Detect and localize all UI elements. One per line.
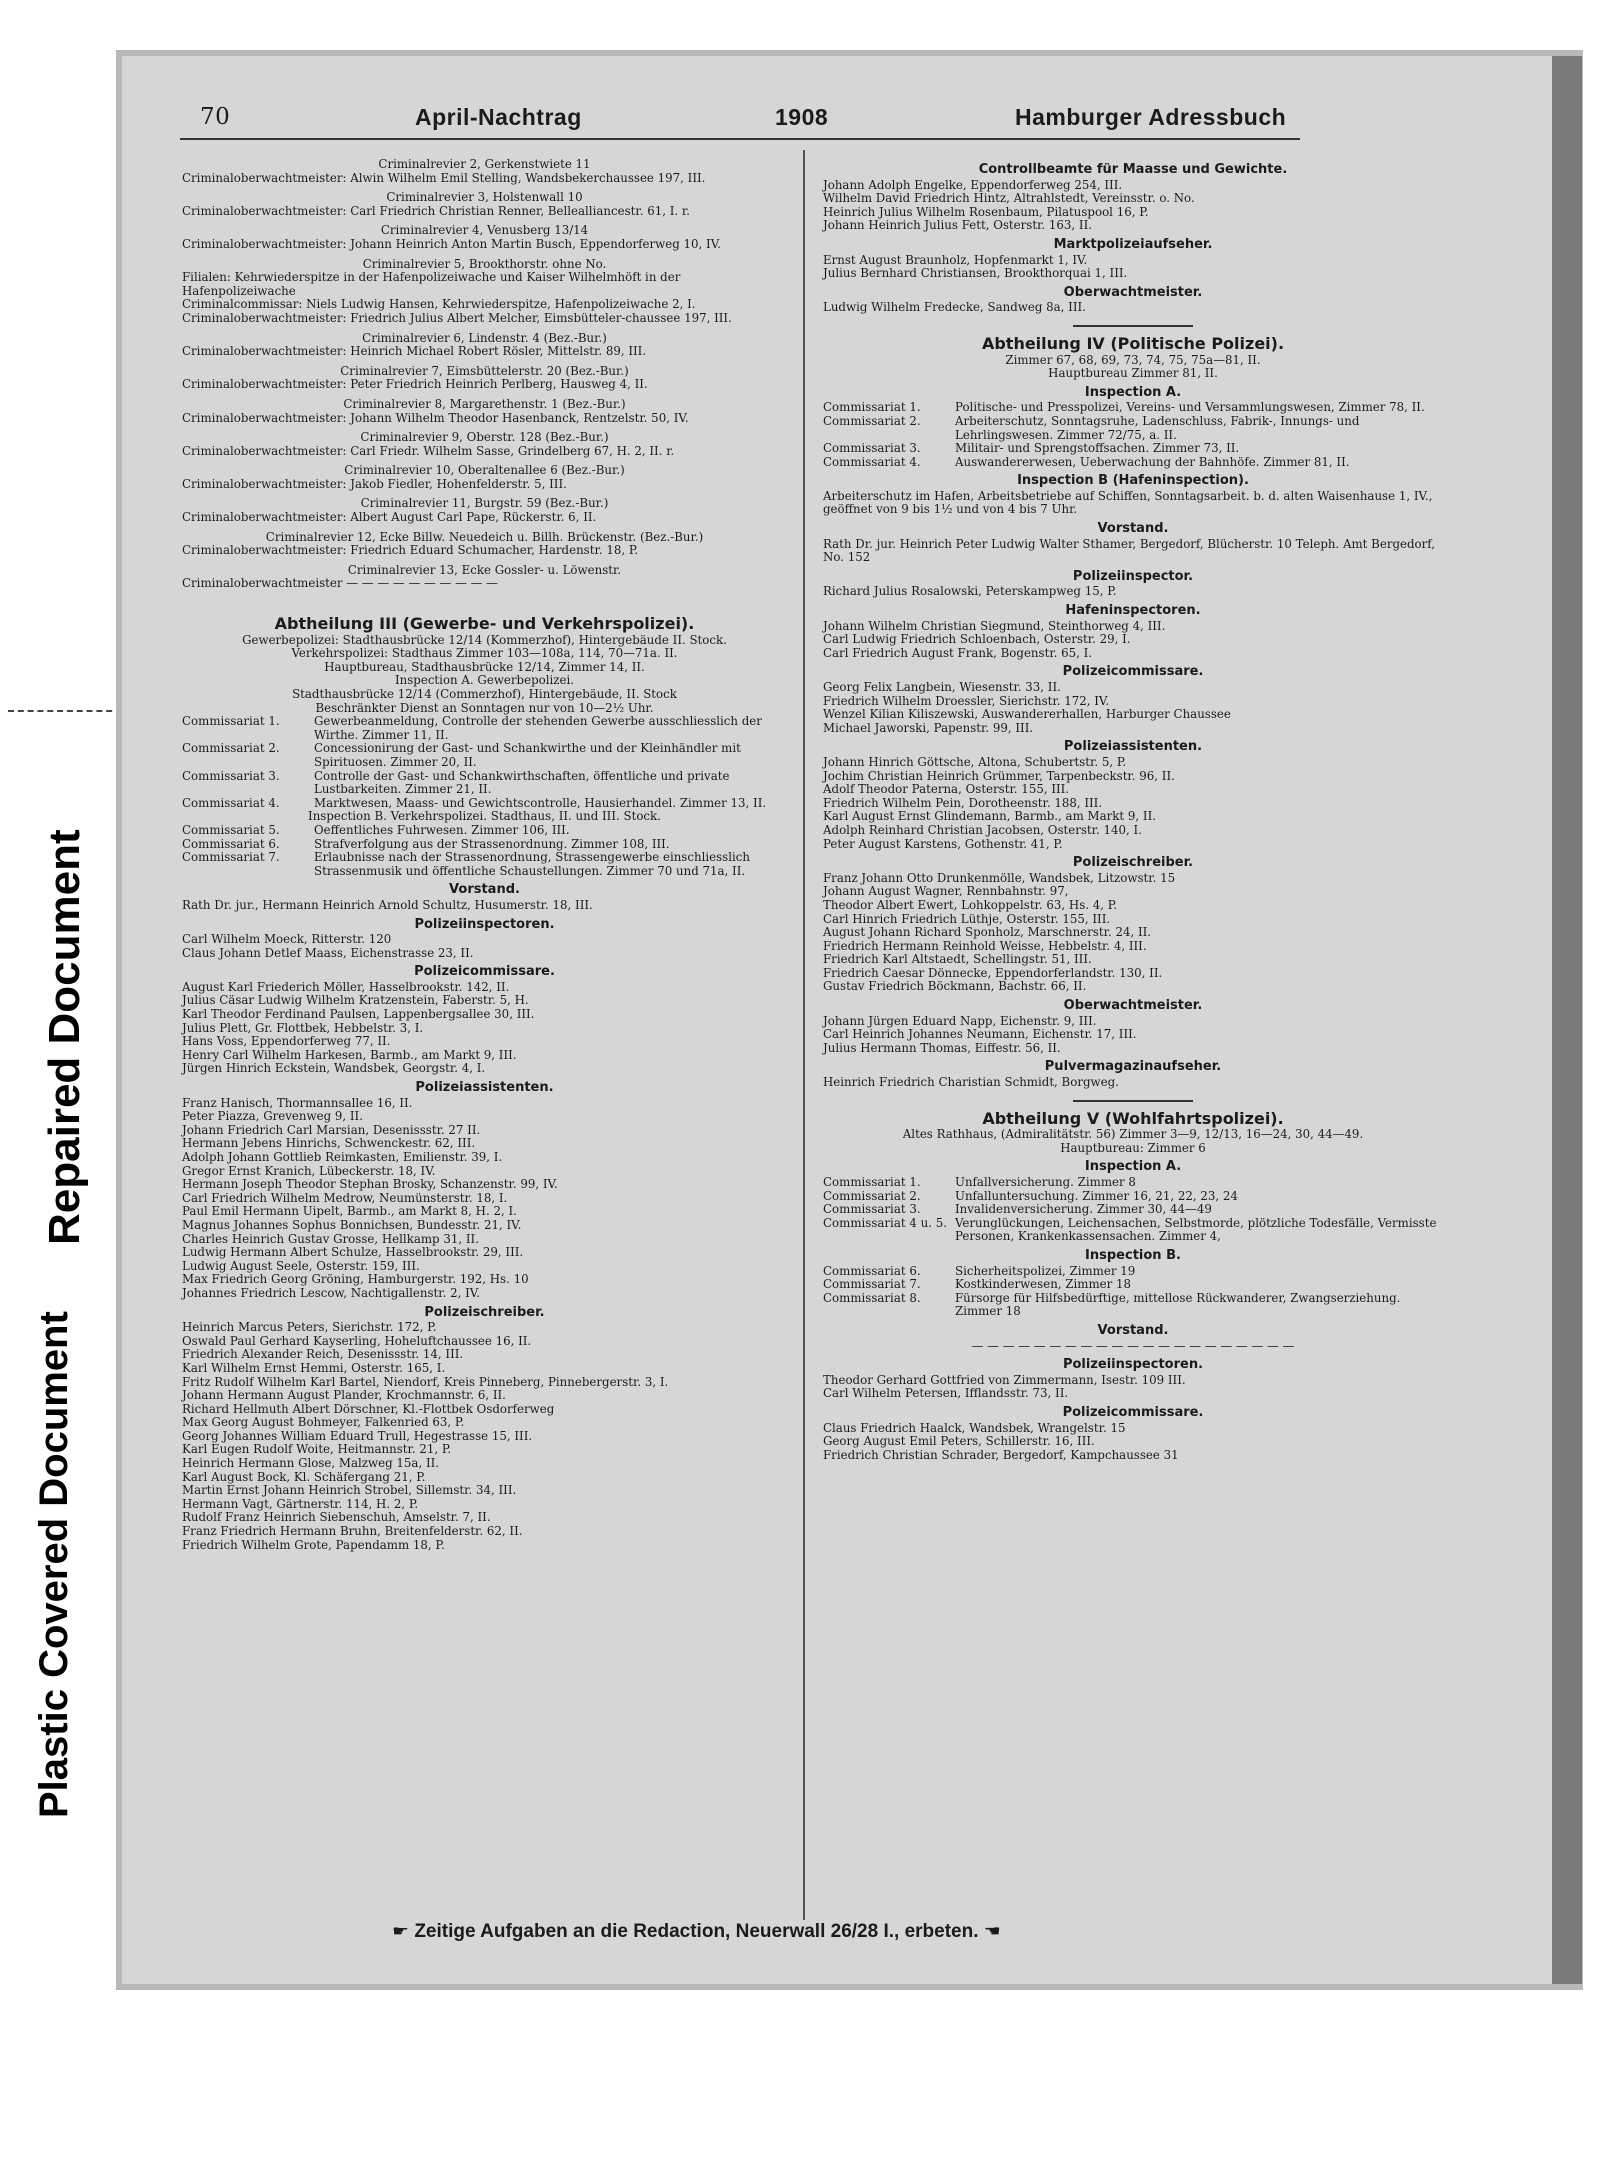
commissariat-desc: Controlle der Gast- und Schankwirthschaften, öffentliche und private Lustbarkeiten. Zimmer 21, II. [314, 768, 730, 797]
person-entry: Henry Carl Wilhelm Harkesen, Barmb., am Markt 9, III. [182, 1047, 517, 1062]
commissariat-label: Commissariat 4. [182, 795, 280, 810]
commissariat-desc: Fürsorge für Hilfsbedürftige, mittellose Rückwanderer, Zwangserziehung. Zimmer 18 [955, 1290, 1401, 1319]
revier-entry: Filialen: Kehrwiederspitze in der Hafenpolizeiwache und Kaiser Wilhelmhöft in der Hafenpolizeiwache [182, 270, 681, 298]
person-entry: Paul Emil Hermann Uipelt, Barmb., am Markt 8, H. 2, I. [182, 1204, 517, 1219]
commissariat-label: Commissariat 8. [823, 1290, 921, 1305]
revier-entry: Criminaloberwachtmeister: Alwin Wilhelm Emil Stelling, Wandsbekerchaussee 197, III. [182, 170, 706, 185]
commissariat-desc: Militair- und Sprengstoffsachen. Zimmer 73, II. [955, 441, 1240, 456]
header-left-title: April-Nachtrag [415, 104, 582, 130]
person-entry: Carl Friedrich August Frank, Bogenstr. 65, I. [823, 645, 1093, 660]
vorstand-entry: — — — — — — — — — — — — — — — — — — — — — [971, 1338, 1295, 1353]
person-entry: Franz Friedrich Hermann Bruhn, Breitenfelderstr. 62, II. [182, 1524, 523, 1539]
repaired-document-label: Repaired Document [40, 829, 89, 1245]
person-entry: Richard Julius Rosalowski, Peterskampweg 15, P. [823, 584, 1117, 599]
person-entry: Karl Eugen Rudolf Woite, Heitmannstr. 21, P. [182, 1442, 452, 1457]
commissariat-desc: Verunglückungen, Leichensachen, Selbstmorde, plötzliche Todesfälle, Vermisste Personen, Krankenkassensachen. Zimmer 4, [955, 1215, 1437, 1244]
section-heading: Polizeischreiber. [1072, 855, 1194, 871]
section-heading: Polizeiinspector. [1072, 568, 1194, 584]
person-entry: Franz Johann Otto Drunkenmölle, Wandsbek, Litzowstr. 15 [823, 870, 1176, 885]
person-entry: Johann Friedrich Carl Marsian, Desenissstr. 27 II. [182, 1122, 481, 1137]
person-entry: Heinrich Hermann Glose, Malzweg 15a, II. [182, 1456, 440, 1471]
revier-entry: Criminaloberwachtmeister: Friedrich Eduard Schumacher, Hardenstr. 18, P. [182, 543, 639, 558]
section-heading: Vorstand. [1097, 521, 1169, 537]
commissariat-list [182, 715, 787, 810]
revier-entry: Criminalcommissar: Niels Ludwig Hansen, Kehrwiederspitze, Hafenpolizeiwache 2, I. [182, 297, 696, 312]
commissariat-label: Commissariat 6. [182, 836, 280, 851]
commissariat-label: Commissariat 2. [823, 413, 921, 428]
section-heading: Inspection A. [1084, 384, 1182, 400]
person-entry: Jürgen Hinrich Eckstein, Wandsbek, Georgstr. 4, I. [182, 1061, 486, 1076]
commissariat-desc: Sicherheitspolizei, Zimmer 19 [955, 1263, 1136, 1278]
commissariat-desc: Concessionirung der Gast- und Schankwirthe und der Kleinhändler mit Spirituosen. Zimmer 20, II. [314, 741, 741, 769]
commissariat-label: Commissariat 4. [823, 454, 921, 469]
commissariat-desc: Invalidenversicherung. Zimmer 30, 44—49 [955, 1202, 1212, 1217]
vorstand-entry: Rath Dr. jur., Hermann Heinrich Arnold Schultz, Husumerstr. 18, III. [182, 897, 593, 912]
revier-title: Criminalrevier 7, Eimsbüttelerstr. 20 (Bez.-Bur.) [340, 363, 629, 378]
section-heading: Polizeiinspectoren. [1062, 1357, 1204, 1373]
person-entry: August Johann Richard Sponholz, Marschnerstr. 24, II. [823, 925, 1152, 940]
commissariat-list [823, 1265, 1443, 1319]
header-rule [180, 138, 1300, 140]
person-entry: Johann August Wagner, Rennbahnstr. 97, [823, 884, 1069, 899]
person-entry: Carl Wilhelm Moeck, Ritterstr. 120 [182, 932, 392, 947]
person-entry: Carl Ludwig Friedrich Schloenbach, Osterstr. 29, I. [823, 632, 1131, 647]
person-entry: Adolf Theodor Paterna, Osterstr. 155, III. [823, 782, 1070, 797]
person-entry: Ludwig Hermann Albert Schulze, Hasselbrookstr. 29, III. [182, 1245, 524, 1260]
person-entry: Rudolf Franz Heinrich Siebenschuh, Amselstr. 7, II. [182, 1510, 491, 1525]
person-entry: Johannes Friedrich Lescow, Nachtigallenstr. 2, IV. [182, 1285, 481, 1300]
section-heading: Polizeicommissare. [1062, 664, 1204, 680]
page-number: 70 [200, 104, 231, 130]
section-heading: Controllbeamte für Maasse und Gewichte. [978, 162, 1288, 177]
commissariat-desc: Gewerbeanmeldung, Controlle der stehenden Gewerbe ausschliesslich der Wirthe. Zimmer 11, II. [314, 714, 762, 742]
commissariat-desc: Oeffentliches Fuhrwesen. Zimmer 106, III. [314, 822, 570, 837]
revier-title: Criminalrevier 2, Gerkenstwiete 11 [378, 157, 591, 171]
revier-entry: Criminaloberwachtmeister: Jakob Fiedler, Hohenfelderstr. 5, III. [182, 476, 567, 491]
person-entry: Johann Jürgen Eduard Napp, Eichenstr. 9, III. [823, 1013, 1097, 1028]
section-heading: Hafeninspectoren. [1065, 603, 1201, 619]
person-entry: Ludwig August Seele, Osterstr. 159, III. [182, 1258, 420, 1273]
side-divider [8, 710, 122, 712]
section-heading: Marktpolizeiaufseher. [1053, 236, 1213, 252]
abt3-intro-line: Verkehrspolizei: Stadthaus Zimmer 103—108a, 114, 70—71a. II. [291, 646, 678, 661]
person-entry: Friedrich Christian Schrader, Bergedorf, Kampchaussee 31 [823, 1447, 1179, 1462]
person-entry: Oswald Paul Gerhard Kayserling, Hoheluftchaussee 16, II. [182, 1333, 532, 1348]
revier-entry: Criminaloberwachtmeister — — — — — — — — — — [182, 576, 498, 591]
abt4-intro-line: Zimmer 67, 68, 69, 73, 74, 75, 75a—81, II. [1005, 352, 1261, 367]
person-entry: Johann Hinrich Göttsche, Altona, Schubertstr. 5, P. [823, 754, 1127, 769]
person-entry: Friedrich Karl Altstaedt, Schellingstr. 51, III. [823, 952, 1092, 967]
commissariat-label: Commissariat 7. [823, 1277, 921, 1292]
person-entry: Johann Adolph Engelke, Eppendorferweg 254, III. [823, 177, 1123, 192]
person-entry: Franz Hanisch, Thormannsallee 16, II. [182, 1095, 413, 1110]
commissariat-desc: Arbeiterschutz, Sonntagsruhe, Ladenschluss, Fabrik-, Innungs- und Lehrlingswesen. Zimmer 72/75, a. II. [955, 413, 1360, 442]
revier-title: Criminalrevier 4, Venusberg 13/14 [380, 223, 589, 238]
revier-entry: Criminaloberwachtmeister: Friedrich Julius Albert Melcher, Eimsbütteler-chaussee 197, III. [182, 310, 732, 325]
person-entry: Julius Bernhard Christiansen, Brookthorquai 1, III. [823, 266, 1128, 281]
revier-title: Criminalrevier 3, Holstenwall 10 [386, 190, 583, 205]
revier-title: Criminalrevier 11, Burgstr. 59 (Bez.-Bur.) [360, 496, 609, 511]
person-entry: Friedrich Caesar Dönnecke, Eppendorferlandstr. 130, II. [823, 965, 1163, 980]
commissariat-label: Commissariat 3. [823, 441, 921, 456]
revier-title: Criminalrevier 6, Lindenstr. 4 (Bez.-Bur.) [362, 330, 607, 345]
commissariat-label: Commissariat 2. [823, 1188, 921, 1203]
revier-entry: Criminaloberwachtmeister: Albert August Carl Pape, Rückerstr. 6, II. [182, 510, 597, 525]
revier-entry: Criminaloberwachtmeister: Johann Wilhelm Theodor Hasenbanck, Rentzelstr. 50, IV. [182, 410, 689, 425]
person-entry: Richard Hellmuth Albert Dörschner, Kl.-Flottbek Osdorferweg [182, 1401, 555, 1416]
revier-title: Criminalrevier 12, Ecke Billw. Neuedeich u. Billh. Brückenstr. (Bez.-Bur.) [265, 529, 704, 544]
person-entry: Johann Wilhelm Christian Siegmund, Steinthorweg 4, III. [823, 618, 1166, 633]
person-entry: Karl August Ernst Glindemann, Barmb., am Markt 9, II. [823, 809, 1156, 824]
revier-entry: Criminaloberwachtmeister: Peter Friedrich Heinrich Perlberg, Hausweg 4, II. [182, 377, 648, 392]
revier-entry: Criminaloberwachtmeister: Johann Heinrich Anton Martin Busch, Eppendorferweg 10, IV. [182, 236, 721, 251]
abt3-intro-line: Hauptbureau, Stadthausbrücke 12/14, Zimmer 14, II. [324, 659, 645, 674]
section-heading: Polizeicommissare. [1062, 1404, 1204, 1420]
person-entry: Wenzel Kilian Kiliszewski, Auswandererhallen, Harburger Chaussee [823, 707, 1231, 722]
commissariat-desc: Politische- und Presspolizei, Vereins- und Versammlungswesen, Zimmer 78, II. [955, 400, 1425, 415]
section-heading: Inspection B (Hafeninspection). [1017, 473, 1249, 489]
person-entry: Ludwig Wilhelm Fredecke, Sandweg 8a, III. [823, 300, 1086, 315]
section-rule [1073, 1100, 1193, 1102]
left-column [182, 158, 787, 1552]
commissariat-desc: Marktwesen, Maass- und Gewichtscontrolle, Hausierhandel. Zimmer 13, II. [314, 795, 767, 810]
inspection-b-text: Arbeiterschutz im Hafen, Arbeitsbetriebe auf Schiffen, Sonntagsarbeit. b. d. alten Waisenhause 1, IV., geöffnet von 9 bis 1½ und von 4 bis 7 Uhr. [823, 488, 1433, 517]
abt3-intro-line: Gewerbepolizei: Stadthausbrücke 12/14 (Kommerzhof), Hintergebäude II. Stock. [242, 632, 727, 647]
section-heading: Abtheilung IV (Politische Polizei). [981, 333, 1285, 353]
section-heading: Inspection B. [1085, 1247, 1181, 1263]
right-column [823, 158, 1443, 1462]
person-entry: Gustav Friedrich Böckmann, Bachstr. 66, II. [823, 979, 1087, 994]
person-entry: Georg Johannes William Eduard Trull, Hegestrasse 15, III. [182, 1428, 533, 1443]
person-entry: Heinrich Julius Wilhelm Rosenbaum, Pilatuspool 16, P. [823, 204, 1149, 219]
section-heading: Polizeiassistenten. [1063, 739, 1203, 755]
column-divider [803, 150, 805, 1920]
person-entry: Heinrich Friedrich Charistian Schmidt, Borgweg. [823, 1075, 1119, 1090]
person-entry: Friedrich Hermann Reinhold Weisse, Hebbelstr. 4, III. [823, 938, 1147, 953]
person-entry: Fritz Rudolf Wilhelm Karl Bartel, Niendorf, Kreis Pinneberg, Pinnebergerstr. 3, I. [182, 1374, 669, 1389]
revier-title: Criminalrevier 8, Margarethenstr. 1 (Bez.-Bur.) [343, 396, 626, 411]
section-rule [1073, 325, 1193, 327]
pointing-hand-right-icon: ☛ [392, 1923, 410, 1940]
header-year: 1908 [775, 104, 829, 130]
commissariat-label: Commissariat 6. [823, 1263, 921, 1278]
revier-entry: Criminaloberwachtmeister: Heinrich Michael Robert Rösler, Mittelstr. 89, III. [182, 344, 647, 359]
commissariat-label: Commissariat 3. [823, 1202, 921, 1217]
commissariat-list [823, 401, 1443, 469]
person-entry: Friedrich Wilhelm Grote, Papendamm 18, P. [182, 1537, 445, 1552]
person-entry: Karl Wilhelm Ernst Hemmi, Osterstr. 165, I. [182, 1360, 446, 1375]
section-heading: Vorstand. [1097, 1322, 1169, 1338]
person-entry: Carl Wilhelm Petersen, Ifflandsstr. 73, II. [823, 1386, 1069, 1401]
revier-entry: Criminaloberwachtmeister: Carl Friedr. Wilhelm Sasse, Grindelberg 67, H. 2, II. r. [182, 443, 675, 458]
commissariat-label: Commissariat 2. [182, 741, 280, 756]
person-entry: Carl Hinrich Friedrich Lüthje, Osterstr. 155, III. [823, 911, 1111, 926]
person-entry: Carl Heinrich Johannes Neumann, Eichenstr. 17, III. [823, 1027, 1137, 1042]
page-header [200, 104, 1340, 140]
person-entry: Hermann Jebens Hinrichs, Schwenckestr. 62, III. [182, 1136, 476, 1151]
person-entry: Karl August Bock, Kl. Schäfergang 21, P. [182, 1469, 426, 1484]
person-entry: Claus Johann Detlef Maass, Eichenstrasse 23, II. [182, 945, 474, 960]
revier-title: Criminalrevier 10, Oberaltenallee 6 (Bez.-Bur.) [344, 463, 625, 478]
person-entry: Friedrich Wilhelm Pein, Dorotheenstr. 188, III. [823, 795, 1103, 810]
person-entry: Peter Piazza, Grevenweg 9, II. [182, 1109, 363, 1124]
section-heading: Polizeiassistenten. [415, 1080, 554, 1096]
commissariat-label: Commissariat 1. [823, 400, 921, 415]
person-entry: Heinrich Marcus Peters, Sierichstr. 172, P. [182, 1320, 437, 1335]
commissariat-label: Commissariat 5. [182, 822, 280, 837]
person-entry: Michael Jaworski, Papenstr. 99, III. [823, 720, 1034, 735]
person-entry: Martin Ernst Johann Heinrich Strobel, Sillemstr. 34, III. [182, 1483, 517, 1498]
commissariat-list [182, 824, 787, 878]
person-entry: Magnus Johannes Sophus Bonnichsen, Bundesstr. 21, IV. [182, 1217, 522, 1232]
person-entry: Julius Hermann Thomas, Eiffestr. 56, II. [823, 1040, 1061, 1055]
person-entry: Hermann Joseph Theodor Stephan Brosky, Schanzenstr. 99, IV. [182, 1177, 558, 1192]
commissariat-label: Commissariat 4 u. 5. [823, 1215, 947, 1230]
person-entry: Adolph Reinhard Christian Jacobsen, Osterstr. 140, I. [823, 822, 1142, 837]
commissariat-desc: Erlaubnisse nach der Strassenordnung, Strassengewerbe einschliesslich Strassenmusik und öffentliche Schaustellungen. Zimmer 70 und 71a, II. [314, 850, 750, 878]
revier-title: Criminalrevier 13, Ecke Gossler- u. Löwenstr. [347, 562, 622, 577]
person-entry: Wilhelm David Friedrich Hintz, Altrahlstedt, Vereinsstr. o. No. [823, 191, 1195, 206]
section-heading: Pulvermagazinaufseher. [1044, 1059, 1222, 1075]
inspection-a-line: Stadthausbrücke 12/14 (Commerzhof), Hintergebäude, II. Stock [292, 687, 677, 701]
person-entry: Hermann Vagt, Gärtnerstr. 114, H. 2, P. [182, 1496, 419, 1511]
abt5-intro-line: Altes Rathhaus, (Admiralitätstr. 56) Zimmer 3—9, 12/13, 16—24, 30, 44—49. [902, 1127, 1364, 1142]
abt5-intro-line: Hauptbureau: Zimmer 6 [1060, 1140, 1206, 1155]
section-heading: Abtheilung III (Gewerbe- und Verkehrspolizei). [274, 614, 695, 634]
pointing-hand-left-icon: ☚ [983, 1923, 1001, 1940]
vorstand-entry: Rath Dr. jur. Heinrich Peter Ludwig Walter Sthamer, Bergedorf, Blücherstr. 10 Teleph. Amt Bergedorf, No. 152 [823, 536, 1435, 565]
person-entry: Johann Heinrich Julius Fett, Osterstr. 163, II. [823, 218, 1093, 233]
commissariat-label: Commissariat 7. [182, 850, 280, 865]
inspection-b-line: Inspection B. Verkehrspolizei. Stadthaus, II. und III. Stock. [308, 809, 661, 824]
person-entry: Friedrich Alexander Reich, Desenissstr. 14, III. [182, 1347, 464, 1362]
person-entry: Theodor Albert Ewert, Lohkoppelstr. 63, Hs. 4, P. [823, 897, 1118, 912]
person-entry: Georg Felix Langbein, Wiesenstr. 33, II. [823, 680, 1061, 694]
person-entry: Julius Cäsar Ludwig Wilhelm Kratzenstein, Faberstr. 5, H. [182, 993, 529, 1008]
person-entry: Gregor Ernst Kranich, Lübeckerstr. 18, IV. [182, 1163, 436, 1178]
page-edge-shadow [1552, 56, 1582, 1984]
person-entry: Johann Hermann August Plander, Krochmannstr. 6, II. [182, 1388, 506, 1403]
person-entry: Ernst August Braunholz, Hopfenmarkt 1, IV. [823, 252, 1088, 267]
section-heading: Vorstand. [449, 882, 520, 898]
person-entry: Julius Plett, Gr. Flottbek, Hebbelstr. 3, I. [182, 1020, 424, 1035]
commissariat-desc: Unfallversicherung. Zimmer 8 [955, 1175, 1136, 1189]
commissariat-label: Commissariat 1. [182, 714, 280, 729]
commissariat-list [823, 1176, 1443, 1244]
inspection-a-line: Beschränkter Dienst an Sonntagen nur von 10—2½ Uhr. [315, 700, 654, 715]
header-right-title: Hamburger Adressbuch [1015, 104, 1287, 130]
commissariat-label: Commissariat 1. [823, 1175, 921, 1189]
section-heading: Oberwachtmeister. [1063, 998, 1203, 1014]
person-entry: Peter August Karstens, Gothenstr. 41, P. [823, 836, 1063, 851]
person-entry: Hans Voss, Eppendorferweg 77, II. [182, 1034, 391, 1049]
section-heading: Polizeicommissare. [414, 964, 555, 980]
spacer [182, 603, 787, 609]
commissariat-desc: Strafverfolgung aus der Strassenordnung. Zimmer 108, III. [314, 836, 670, 851]
commissariat-desc: Kostkinderwesen, Zimmer 18 [955, 1277, 1132, 1292]
person-entry: Charles Heinrich Gustav Grosse, Hellkamp 31, II. [182, 1231, 479, 1246]
plastic-covered-label: Plastic Covered Document [32, 1311, 76, 1818]
section-heading: Inspection A. [1084, 1159, 1182, 1175]
section-heading: Polizeiinspectoren. [414, 916, 555, 932]
commissariat-desc: Auswandererwesen, Ueberwachung der Bahnhöfe. Zimmer 81, II. [955, 454, 1350, 469]
person-entry: Adolph Johann Gottlieb Reimkasten, Emilienstr. 39, I. [182, 1150, 503, 1164]
abt4-intro-line: Hauptbureau Zimmer 81, II. [1048, 366, 1218, 381]
person-entry: Max Friedrich Georg Gröning, Hamburgerstr. 192, Hs. 10 [182, 1272, 529, 1287]
section-heading: Oberwachtmeister. [1063, 284, 1203, 300]
commissariat-label: Commissariat 3. [182, 768, 280, 783]
footer-text: Zeitige Aufgaben an die Redaction, Neuerwall 26/28 I., erbeten. [414, 1921, 979, 1942]
revier-entry: Criminaloberwachtmeister: Carl Friedrich Christian Renner, Bellealliancestr. 61, I. r. [182, 203, 690, 218]
footer-notice [392, 1920, 1001, 1943]
person-entry: Claus Friedrich Haalck, Wandsbek, Wrangelstr. 15 [823, 1420, 1126, 1435]
revier-title: Criminalrevier 5, Brookthorstr. ohne No. [362, 256, 607, 271]
section-heading: Abtheilung V (Wohlfahrtspolizei). [982, 1108, 1284, 1128]
section-heading: Polizeischreiber. [424, 1304, 545, 1320]
person-entry: Friedrich Wilhelm Droessler, Sierichstr. 172, IV. [823, 693, 1110, 708]
person-entry: Jochim Christian Heinrich Grümmer, Tarpenbeckstr. 96, II. [823, 768, 1175, 783]
person-entry: Karl Theodor Ferdinand Paulsen, Lappenbergsallee 30, III. [182, 1007, 535, 1022]
person-entry: Theodor Gerhard Gottfried von Zimmermann, Isestr. 109 III. [823, 1372, 1186, 1387]
person-entry: Max Georg August Bohmeyer, Falkenried 63, P. [182, 1415, 465, 1430]
person-entry: Georg August Emil Peters, Schillerstr. 16, III. [823, 1434, 1095, 1449]
revier-title: Criminalrevier 9, Oberstr. 128 (Bez.-Bur.) [360, 430, 609, 445]
person-entry: August Karl Friederich Möller, Hasselbrookstr. 142, II. [182, 979, 510, 994]
person-entry: Carl Friedrich Wilhelm Medrow, Neumünsterstr. 18, I. [182, 1190, 508, 1205]
commissariat-desc: Unfalluntersuchung. Zimmer 16, 21, 22, 23, 24 [955, 1188, 1238, 1203]
inspection-a-line: Inspection A. Gewerbepolizei. [394, 673, 574, 688]
